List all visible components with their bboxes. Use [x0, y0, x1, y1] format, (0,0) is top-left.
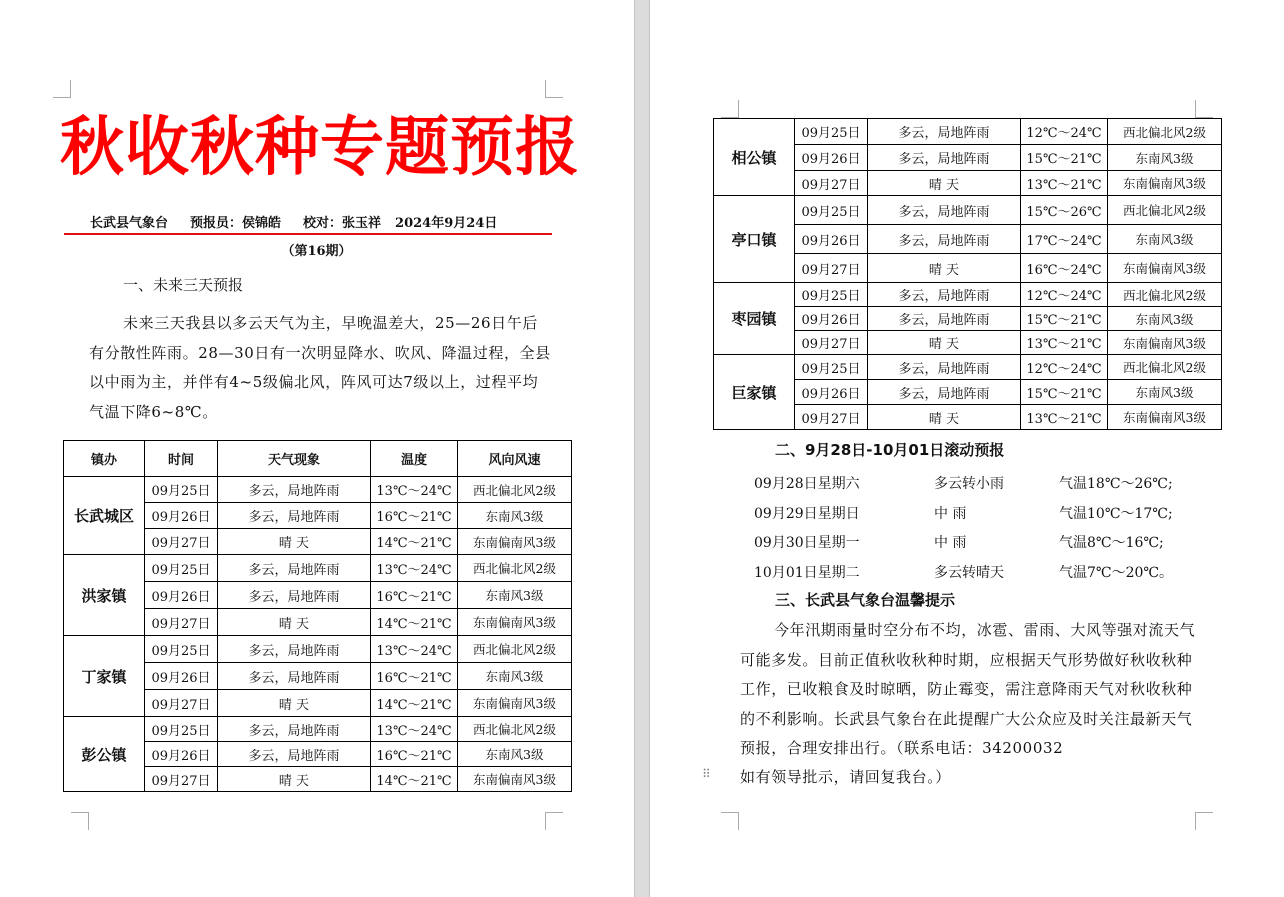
date-cell: 09月27日 [145, 767, 218, 792]
wind-cell: 东南偏南风3级 [1108, 331, 1222, 355]
rolling-weather: 中 雨 [934, 505, 967, 522]
byline [90, 212, 497, 231]
temperature-cell: 14℃～21℃ [371, 690, 458, 717]
temperature-cell: 16℃～24℃ [1021, 254, 1108, 283]
town-name-cell: 丁家镇 [64, 636, 145, 717]
temperature-cell: 14℃～21℃ [371, 609, 458, 636]
weather-cell: 晴 天 [868, 171, 1021, 196]
temperature-cell: 13℃～24℃ [371, 555, 458, 582]
wind-cell: 西北偏北风2级 [1108, 355, 1222, 380]
date-cell: 09月27日 [795, 331, 868, 355]
temperature-cell: 14℃～21℃ [371, 767, 458, 792]
rolling-date: 10月01日星期二 [754, 564, 860, 581]
wind-cell: 西北偏北风2级 [458, 555, 572, 582]
temperature-cell: 12℃～24℃ [1021, 119, 1108, 145]
wind-cell: 东南风3级 [458, 582, 572, 609]
byline-org: 长武县气象台 [90, 216, 169, 231]
wind-cell: 西北偏北风2级 [458, 636, 572, 663]
temperature-cell: 17℃～24℃ [1021, 225, 1108, 254]
date-cell: 09月26日 [145, 663, 218, 690]
weather-cell: 多云，局地阵雨 [868, 119, 1021, 145]
weather-cell: 晴 天 [218, 767, 371, 792]
town-name-cell: 枣园镇 [714, 283, 795, 355]
rolling-weather: 多云转晴天 [934, 564, 1004, 581]
town-name-cell: 巨家镇 [714, 355, 795, 430]
rolling-temp: 气温7℃～20℃。 [1059, 564, 1174, 581]
weather-cell: 多云，局地阵雨 [868, 380, 1021, 405]
temperature-cell: 15℃～26℃ [1021, 196, 1108, 225]
date-cell: 09月25日 [145, 555, 218, 582]
date-cell: 09月27日 [795, 254, 868, 283]
crop-mark [1195, 100, 1213, 118]
wind-cell: 东南风3级 [1108, 307, 1222, 331]
section-1-paragraph: 未来三天我县以多云天气为主，早晚温差大，25—26日午后有分散性阵雨。28—30日有一次明显降水、吹风、降温过程，全县以中雨为主，并伴有4~5级偏北风，阵风可达7级以上，过程平均气温下降6~8℃。 [89, 314, 551, 421]
crop-mark [1195, 812, 1213, 830]
date-cell: 09月26日 [795, 225, 868, 254]
date-cell: 09月25日 [795, 283, 868, 307]
town-name-cell: 相公镇 [714, 119, 795, 196]
date-cell: 09月27日 [795, 171, 868, 196]
wind-cell: 东南偏南风3级 [1108, 405, 1222, 430]
weather-cell: 多云，局地阵雨 [218, 555, 371, 582]
header-date: 时间 [145, 441, 218, 477]
rolling-date: 09月30日星期一 [754, 535, 860, 551]
temperature-cell: 12℃～24℃ [1021, 355, 1108, 380]
weather-cell: 多云，局地阵雨 [218, 663, 371, 690]
weather-cell: 多云，局地阵雨 [218, 636, 371, 663]
wind-cell: 东南风3级 [458, 663, 572, 690]
forecast-table-right [713, 118, 1222, 430]
weather-cell: 多云，局地阵雨 [218, 477, 371, 503]
temperature-cell: 13℃～24℃ [371, 477, 458, 503]
header-temperature: 温度 [371, 441, 458, 477]
section-3-note: 如有领导批示，请回复我台。） [740, 768, 951, 786]
table-row [64, 477, 572, 503]
temperature-cell: 16℃～21℃ [371, 503, 458, 529]
town-name-cell: 彭公镇 [64, 717, 145, 792]
crop-mark [721, 100, 739, 118]
document-title: 秋收秋种专题预报 [60, 110, 580, 185]
wind-cell: 东南偏南风3级 [1108, 254, 1222, 283]
date-cell: 09月25日 [795, 355, 868, 380]
temperature-cell: 13℃～21℃ [1021, 405, 1108, 430]
date-cell: 09月27日 [795, 405, 868, 430]
weather-cell: 多云，局地阵雨 [218, 582, 371, 609]
temperature-cell: 15℃～21℃ [1021, 380, 1108, 405]
header-wind: 风向风速 [458, 441, 572, 477]
date-cell: 09月26日 [145, 503, 218, 529]
section-1-heading: 一、未来三天预报 [123, 276, 244, 294]
weather-cell: 晴 天 [868, 331, 1021, 355]
wind-cell: 东南风3级 [458, 742, 572, 767]
wind-cell: 东南风3级 [1108, 145, 1222, 171]
wind-cell: 西北偏北风2级 [458, 717, 572, 742]
crop-mark [721, 812, 739, 830]
table-row [714, 196, 1222, 225]
temperature-cell: 13℃～21℃ [1021, 171, 1108, 196]
temperature-cell: 15℃～21℃ [1021, 307, 1108, 331]
town-name-cell: 亭口镇 [714, 196, 795, 283]
crop-mark [53, 80, 71, 98]
rolling-weather: 中 雨 [934, 535, 967, 551]
wind-cell: 西北偏北风2级 [458, 477, 572, 503]
rolling-row [754, 500, 1194, 530]
wind-cell: 东南偏南风3级 [458, 767, 572, 792]
table-row [714, 283, 1222, 307]
section-3-heading: 三、长武县气象台温馨提示 [775, 591, 956, 609]
section-3-paragraph: 今年汛期雨量时空分布不均，冰雹、雷雨、大风等强对流天气可能多发。目前正值秋收秋种时期，应根据天气形势做好秋收秋种工作，已收粮食及时晾晒，防止霉变，需注意降雨天气对秋收秋种的不利影响。长武县气象台在此提醒广大公众应及时关注最新天气预报，合理安排出行。（联系电话：34200032 [740, 621, 1196, 757]
temperature-cell: 15℃～21℃ [1021, 145, 1108, 171]
date-cell: 09月25日 [145, 636, 218, 663]
weather-cell: 多云，局地阵雨 [868, 225, 1021, 254]
weather-cell: 晴 天 [218, 609, 371, 636]
temperature-cell: 13℃～24℃ [371, 636, 458, 663]
date-cell: 09月26日 [795, 307, 868, 331]
crop-mark [545, 80, 563, 98]
rolling-date: 09月29日星期日 [754, 505, 860, 522]
temperature-cell: 13℃～21℃ [1021, 331, 1108, 355]
weather-cell: 多云，局地阵雨 [868, 145, 1021, 171]
table-row [714, 355, 1222, 380]
date-cell: 09月27日 [145, 529, 218, 555]
crop-mark [71, 812, 89, 830]
rolling-row [754, 559, 1194, 589]
temperature-cell: 14℃～21℃ [371, 529, 458, 555]
weather-cell: 晴 天 [218, 529, 371, 555]
temperature-cell: 13℃～24℃ [371, 717, 458, 742]
rolling-temp: 气温8℃～16℃; [1059, 535, 1164, 551]
date-cell: 09月26日 [145, 742, 218, 767]
weather-cell: 多云，局地阵雨 [868, 283, 1021, 307]
rolling-temp: 气温10℃～17℃; [1059, 505, 1173, 522]
town-name-cell: 长武城区 [64, 477, 145, 555]
weather-cell: 多云，局地阵雨 [868, 196, 1021, 225]
rolling-row [754, 470, 1194, 500]
table-row [714, 119, 1222, 145]
header-town: 镇办 [64, 441, 145, 477]
table-row [64, 717, 572, 742]
section-2-heading: 二、9月28日-10月01日滚动预报 [775, 441, 1005, 459]
crop-mark [545, 812, 563, 830]
date-cell: 09月27日 [145, 690, 218, 717]
byline-forecaster: 预报员：侯锦皓 [190, 216, 282, 231]
drag-handle-icon[interactable]: ⠿ [702, 767, 711, 781]
weather-cell: 多云，局地阵雨 [218, 717, 371, 742]
date-cell: 09月27日 [145, 609, 218, 636]
temperature-cell: 12℃～24℃ [1021, 283, 1108, 307]
date-cell: 09月26日 [145, 582, 218, 609]
wind-cell: 西北偏北风2级 [1108, 119, 1222, 145]
wind-cell: 东南偏南风3级 [458, 690, 572, 717]
date-cell: 09月25日 [795, 119, 868, 145]
date-cell: 09月25日 [795, 196, 868, 225]
wind-cell: 东南偏南风3级 [1108, 171, 1222, 196]
page-gutter [634, 0, 650, 897]
wind-cell: 东南风3级 [1108, 225, 1222, 254]
rolling-forecast [754, 470, 1194, 588]
byline-checker: 校对：张玉祥 [303, 216, 382, 231]
date-cell: 09月26日 [795, 380, 868, 405]
forecast-table-left [63, 440, 572, 792]
rolling-row [754, 529, 1194, 559]
town-name-cell: 洪家镇 [64, 555, 145, 636]
header-divider [64, 233, 552, 235]
header-weather: 天气现象 [218, 441, 371, 477]
date-cell: 09月25日 [145, 477, 218, 503]
wind-cell: 东南偏南风3级 [458, 529, 572, 555]
wind-cell: 西北偏北风2级 [1108, 283, 1222, 307]
weather-cell: 多云，局地阵雨 [218, 503, 371, 529]
temperature-cell: 16℃～21℃ [371, 663, 458, 690]
weather-cell: 多云，局地阵雨 [868, 355, 1021, 380]
wind-cell: 东南风3级 [1108, 380, 1222, 405]
weather-cell: 多云，局地阵雨 [868, 307, 1021, 331]
issue-number: （第16期） [281, 244, 352, 259]
weather-cell: 晴 天 [868, 405, 1021, 430]
wind-cell: 西北偏北风2级 [1108, 196, 1222, 225]
document-page-1 [0, 0, 634, 897]
date-cell: 09月26日 [795, 145, 868, 171]
weather-cell: 晴 天 [868, 254, 1021, 283]
rolling-date: 09月28日星期六 [754, 476, 860, 492]
temperature-cell: 16℃～21℃ [371, 582, 458, 609]
weather-cell: 多云，局地阵雨 [218, 742, 371, 767]
temperature-cell: 16℃～21℃ [371, 742, 458, 767]
wind-cell: 东南偏南风3级 [458, 609, 572, 636]
table-row [64, 555, 572, 582]
table-header-row [64, 441, 572, 477]
rolling-weather: 多云转小雨 [934, 476, 1004, 492]
table-row [64, 636, 572, 663]
byline-date: 2024年9月24日 [395, 216, 498, 231]
date-cell: 09月25日 [145, 717, 218, 742]
weather-cell: 晴 天 [218, 690, 371, 717]
wind-cell: 东南风3级 [458, 503, 572, 529]
rolling-temp: 气温18℃～26℃; [1059, 476, 1173, 492]
